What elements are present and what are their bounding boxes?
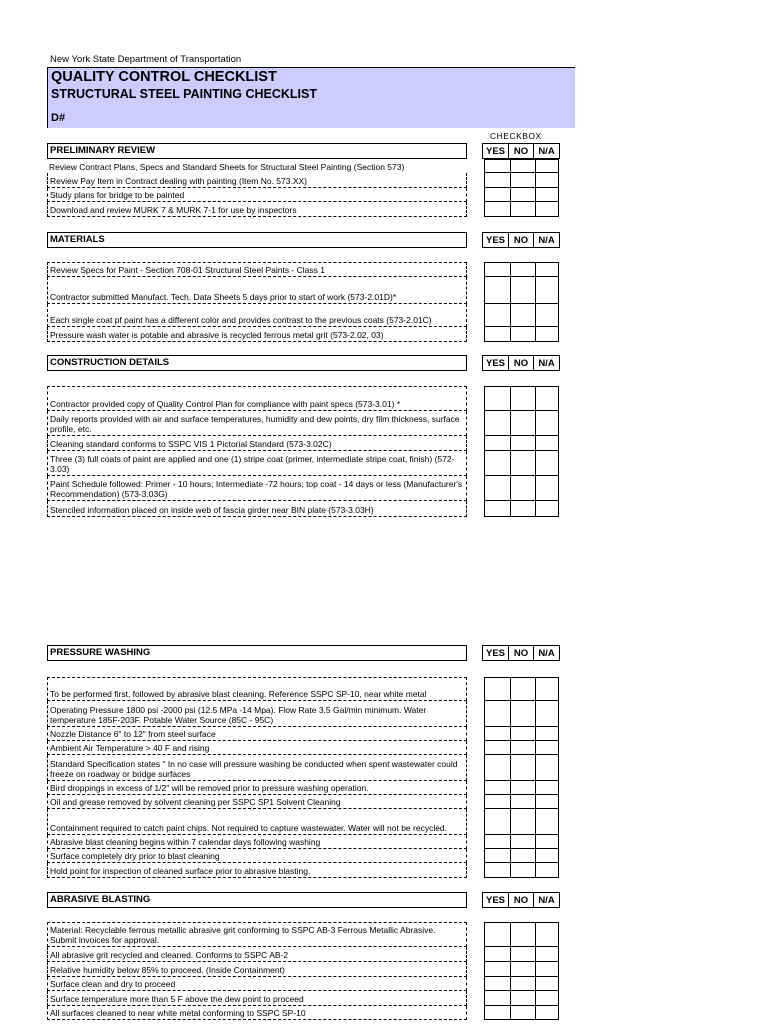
- checkbox-no[interactable]: [511, 387, 536, 410]
- checklist-item-text: Material: Recyclable ferrous metallic abrasive grit conforming to SSPC AB-3 Ferrous Metallic Abrasive. Submit invoices for approval.: [50, 925, 436, 945]
- checkbox-yes[interactable]: [485, 977, 511, 990]
- checkbox-yes[interactable]: [485, 863, 511, 877]
- checkbox-caption: CHECKBOX: [490, 131, 542, 141]
- checkbox-group: [484, 849, 559, 863]
- checklist-item: [47, 741, 467, 755]
- checklist-item: [47, 795, 467, 809]
- checklist-item: [47, 701, 467, 727]
- checkbox-group: [484, 677, 559, 701]
- column-header-no: NO: [509, 233, 534, 247]
- checklist-item-text: Surface completely dry prior to blast cleaning: [50, 851, 220, 861]
- checkbox-no[interactable]: [511, 727, 536, 740]
- checkbox-group: [484, 755, 559, 781]
- checklist-item-text: Containment required to catch paint chips. Not required to capture wastewater. Water will not be recycled.: [50, 823, 448, 833]
- section-title: ABRASIVE BLASTING: [47, 892, 467, 908]
- checklist-item: [47, 411, 467, 436]
- checkbox-group: [484, 436, 559, 451]
- checklist-item-text: Standard Specification states " In no case will pressure washing be conducted when spent wastewater could freeze on roadway or bridge surfaces: [50, 759, 458, 779]
- checkbox-header: [482, 143, 560, 159]
- checkbox-no[interactable]: [511, 327, 536, 341]
- checkbox-no[interactable]: [511, 277, 536, 303]
- checkbox-group: [484, 795, 559, 809]
- agency-name: New York State Department of Transportation: [50, 54, 242, 65]
- section-title: CONSTRUCTION DETAILS: [47, 355, 467, 371]
- column-header-no: NO: [509, 144, 534, 158]
- section-title: PRELIMINARY REVIEW: [47, 143, 467, 159]
- d-number-label: D#: [51, 112, 66, 124]
- checkbox-group: [484, 304, 559, 327]
- checkbox-header: [482, 355, 560, 371]
- checkbox-no[interactable]: [511, 781, 536, 794]
- checklist-item: [47, 173, 467, 188]
- checklist-item-text: Surface temperature more than 5 F above the dew point to proceed: [50, 994, 304, 1004]
- column-header-na: N/A: [538, 357, 555, 369]
- checkbox-no[interactable]: [511, 436, 536, 450]
- checkbox-no[interactable]: [511, 849, 536, 862]
- checkbox-group: [484, 451, 559, 476]
- checklist-item: [47, 386, 467, 411]
- checklist-item-text: Bird droppings in excess of 1/2" will be removed prior to pressure washing operation.: [50, 783, 369, 793]
- column-header-yes: YES: [483, 356, 509, 370]
- column-header-yes: YES: [483, 233, 509, 247]
- checklist-item: [47, 781, 467, 795]
- checkbox-group: [484, 501, 559, 517]
- checklist-item: [47, 755, 467, 781]
- checklist-item: [47, 327, 467, 342]
- checkbox-yes[interactable]: [485, 202, 511, 216]
- checklist-item-text: Relative humidity below 85% to proceed. (Inside Containment): [50, 965, 285, 975]
- checklist-item: [47, 436, 467, 451]
- checkbox-yes[interactable]: [485, 809, 511, 834]
- checkbox-group: [484, 922, 559, 947]
- checkbox-yes[interactable]: [485, 947, 511, 961]
- checkbox-yes[interactable]: [485, 741, 511, 754]
- checklist-item-text: All abrasive grit recycled and cleaned. Conforms to SSPC AB-2: [50, 950, 289, 960]
- checklist-item: [47, 159, 467, 173]
- checkbox-yes[interactable]: [485, 160, 511, 172]
- checklist-item-text: Nozzle Distance 6" to 12" from steel surface: [50, 729, 216, 739]
- checkbox-no[interactable]: [511, 411, 536, 435]
- checklist-item-text: Download and review MURK 7 & MURK 7-1 for use by inspectors: [50, 205, 297, 215]
- checkbox-group: [484, 977, 559, 991]
- checkbox-group: [484, 701, 559, 727]
- checkbox-no[interactable]: [511, 173, 536, 187]
- column-header-yes: YES: [483, 893, 509, 907]
- checklist-item-text: Surface clean and dry to proceed: [50, 979, 176, 989]
- checkbox-no[interactable]: [511, 160, 536, 172]
- checkbox-no[interactable]: [511, 923, 536, 946]
- checklist-item: [47, 188, 467, 202]
- checkbox-no[interactable]: [511, 755, 536, 780]
- checklist-item-text: Contractor submitted Manufact. Tech. Data Sheets 5 days prior to start of work (573-2.01D)*: [50, 292, 397, 302]
- checklist-item: [47, 809, 467, 835]
- checkbox-group: [484, 173, 559, 188]
- checklist-item: [47, 1006, 467, 1020]
- checkbox-group: [484, 991, 559, 1006]
- checkbox-yes[interactable]: [485, 327, 511, 341]
- column-header-na: N/A: [538, 647, 555, 659]
- checklist-item: [47, 863, 467, 878]
- checkbox-no[interactable]: [511, 501, 536, 516]
- checklist-item: [47, 962, 467, 977]
- checklist-item: [47, 451, 467, 476]
- checkbox-group: [484, 962, 559, 977]
- checkbox-yes[interactable]: [485, 923, 511, 946]
- checklist-item-text: Ambient Air Temperature > 40 F and rising: [50, 743, 210, 753]
- checkbox-yes[interactable]: [485, 451, 511, 475]
- checkbox-group: [484, 262, 559, 277]
- checklist-item: [47, 476, 467, 501]
- checklist-item: [47, 947, 467, 962]
- checklist-item-text: Pressure wash water is potable and abrasive is recycled ferrous metal grit (573-2.02, 03): [50, 330, 384, 340]
- checkbox-yes[interactable]: [485, 727, 511, 740]
- checkbox-yes[interactable]: [485, 962, 511, 976]
- checklist-item-text: Daily reports provided with air and surface temperatures, humidity and dew points, dry film thickness, surface profile, etc.: [50, 414, 460, 434]
- checkbox-yes[interactable]: [485, 436, 511, 450]
- checklist-item-text: Hold point for inspection of cleaned surface prior to abrasive blasting.: [50, 866, 311, 876]
- checkbox-no[interactable]: [511, 263, 536, 276]
- column-header-no: NO: [509, 893, 534, 907]
- column-header-yes: YES: [483, 646, 509, 660]
- checkbox-yes[interactable]: [485, 781, 511, 794]
- checkbox-yes[interactable]: [485, 835, 511, 848]
- checkbox-header: [482, 892, 560, 908]
- checkbox-yes[interactable]: [485, 849, 511, 862]
- checkbox-no[interactable]: [511, 741, 536, 754]
- checklist-item: [47, 727, 467, 741]
- section-title: MATERIALS: [47, 232, 467, 248]
- checkbox-group: [484, 411, 559, 436]
- checkbox-group: [484, 809, 559, 835]
- checkbox-yes[interactable]: [485, 277, 511, 303]
- checkbox-yes[interactable]: [485, 991, 511, 1005]
- section-title: PRESSURE WASHING: [47, 645, 467, 661]
- checkbox-no[interactable]: [511, 835, 536, 848]
- checklist-item: [47, 977, 467, 991]
- checkbox-group: [484, 947, 559, 962]
- checkbox-yes[interactable]: [485, 701, 511, 726]
- checklist-item-text: Each single coat pf paint has a different color and provides contrast to the previous coats (573-2.01C): [50, 315, 432, 325]
- checklist-item: [47, 835, 467, 849]
- checkbox-header: [482, 645, 560, 661]
- checkbox-no[interactable]: [511, 188, 536, 201]
- checkbox-yes[interactable]: [485, 304, 511, 326]
- checkbox-group: [484, 781, 559, 795]
- checkbox-group: [484, 741, 559, 755]
- checkbox-no[interactable]: [511, 795, 536, 808]
- checkbox-yes[interactable]: [485, 678, 511, 700]
- checklist-item-text: Paint Schedule followed: Primer - 10 hours; Intermediate -72 hours; top coat - 14 days or less (Manufacturer's Recommendation) (573-3.03G): [50, 479, 463, 499]
- checklist-item-text: Study plans for bridge to be painted: [50, 190, 185, 200]
- checkbox-yes[interactable]: [485, 501, 511, 516]
- checkbox-group: [484, 327, 559, 342]
- checkbox-no[interactable]: [511, 947, 536, 961]
- checkbox-group: [484, 835, 559, 849]
- checkbox-group: [484, 159, 559, 173]
- page-subtitle: STRUCTURAL STEEL PAINTING CHECKLIST: [51, 87, 317, 101]
- checkbox-no[interactable]: [511, 863, 536, 877]
- checklist-item: [47, 262, 467, 277]
- checklist-item-text: To be performed first, followed by abrasive blast cleaning. Reference SSPC SP-10, near white metal: [50, 689, 427, 699]
- checklist-item-text: Review Pay Item in Contract dealing with painting (Item No. 573.XX): [50, 176, 308, 186]
- checklist-item: [47, 849, 467, 863]
- checklist-item: [47, 277, 467, 304]
- column-header-na: N/A: [538, 894, 555, 906]
- checkbox-no[interactable]: [511, 977, 536, 990]
- checkbox-yes[interactable]: [485, 188, 511, 201]
- checklist-item-text: Cleaning standard conforms to SSPC VIS 1 Pictorial Standard (573-3.02C): [50, 439, 332, 449]
- checkbox-yes[interactable]: [485, 1006, 511, 1019]
- checklist-item-text: Three (3) full coats of paint are applied and one (1) stripe coat (primer, intermediate stripe coat, finish) (572-3.03): [50, 454, 455, 474]
- checklist-item: [47, 304, 467, 327]
- checklist-item: [47, 922, 467, 947]
- checkbox-group: [484, 863, 559, 878]
- column-header-no: NO: [509, 356, 534, 370]
- checkbox-no[interactable]: [511, 476, 536, 500]
- checklist-item-text: Operating Pressure 1800 psi -2000 psi (12.5 MPa -14 Mpa). Flow Rate 3.5 Gal/min minimum. Water temperature 185F-203F. Potable Water Source (85C - 95C): [50, 705, 427, 725]
- checklist-item-text: Oil and grease removed by solvent cleaning per SSPC SP1 Solvent Cleaning: [50, 797, 341, 807]
- checklist-item-text: All surfaces cleaned to near white metal conforming to SSPC SP-10: [50, 1008, 306, 1018]
- checkbox-yes[interactable]: [485, 411, 511, 435]
- checkbox-group: [484, 727, 559, 741]
- checkbox-no[interactable]: [511, 304, 536, 326]
- checkbox-group: [484, 202, 559, 217]
- checkbox-no[interactable]: [511, 202, 536, 216]
- checklist-item: [47, 677, 467, 701]
- column-header-na: N/A: [538, 234, 555, 246]
- checkbox-no[interactable]: [511, 962, 536, 976]
- checkbox-group: [484, 277, 559, 304]
- page-title: QUALITY CONTROL CHECKLIST: [51, 69, 277, 85]
- checkbox-no[interactable]: [511, 451, 536, 475]
- checkbox-yes[interactable]: [485, 476, 511, 500]
- checkbox-group: [484, 188, 559, 202]
- checkbox-group: [484, 386, 559, 411]
- checklist-item-text: Stenciled information placed on inside web of fascia girder near BIN plate (573-3.03H): [50, 505, 374, 515]
- checkbox-no[interactable]: [511, 991, 536, 1005]
- column-header-na: N/A: [538, 145, 555, 157]
- checkbox-yes[interactable]: [485, 387, 511, 410]
- column-header-no: NO: [509, 646, 534, 660]
- column-header-yes: YES: [483, 144, 509, 158]
- checkbox-yes[interactable]: [485, 795, 511, 808]
- checkbox-no[interactable]: [511, 701, 536, 726]
- checkbox-no[interactable]: [511, 809, 536, 834]
- checkbox-group: [484, 476, 559, 501]
- checkbox-no[interactable]: [511, 1006, 536, 1019]
- checkbox-group: [484, 1006, 559, 1020]
- checklist-item: [47, 202, 467, 217]
- checklist-item-text: Contractor provided copy of Quality Control Plan for compliance with paint specs (573-3.01) *: [50, 399, 401, 409]
- checkbox-yes[interactable]: [485, 263, 511, 276]
- checkbox-yes[interactable]: [485, 173, 511, 187]
- checklist-item-text: Abrasive blast cleaning begins within 7 calendar days following washing: [50, 837, 321, 847]
- checklist-item: [47, 501, 467, 517]
- checklist-item: [47, 991, 467, 1006]
- checklist-item-text: Review Specs for Paint - Section 708-01 Structural Steel Paints - Class 1: [50, 265, 325, 275]
- checklist-item-text: Review Contract Plans, Specs and Standard Sheets for Structural Steel Painting (Section 573): [49, 162, 405, 172]
- checkbox-no[interactable]: [511, 678, 536, 700]
- checkbox-header: [482, 232, 560, 248]
- checkbox-yes[interactable]: [485, 755, 511, 780]
- title-banner: [47, 67, 575, 128]
